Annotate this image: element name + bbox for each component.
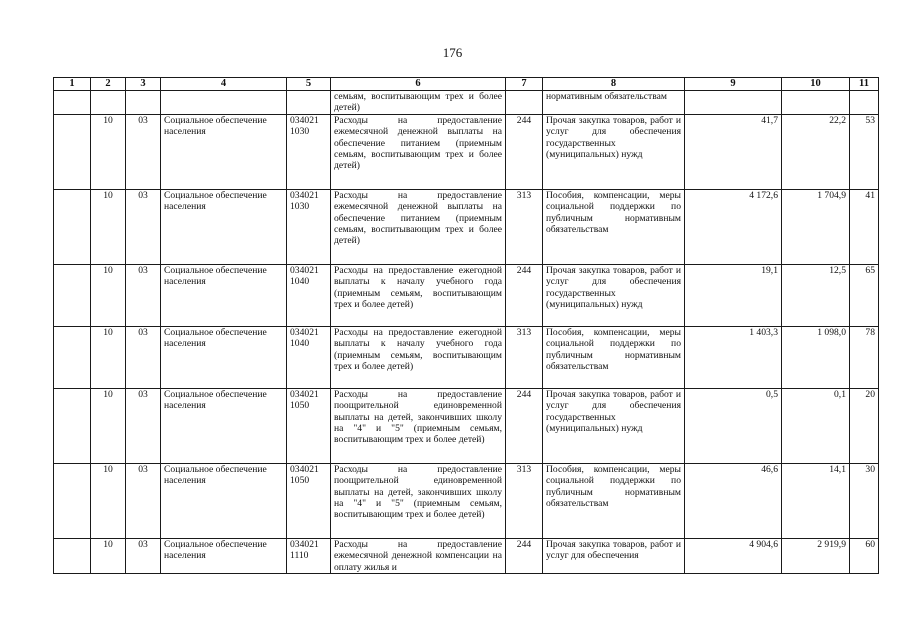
column-header: 5 <box>287 78 331 91</box>
cell-percent: 78 <box>850 326 879 388</box>
cell-expense-type-name: Пособия, компенсации, меры социальной поддержки по публичным нормативным обязательствам <box>543 189 685 264</box>
cell-planned-amount: 4 172,6 <box>685 189 782 264</box>
cell-expense-description: Расходы на предоставление ежемесячной денежной компенсации на оплату жилья и <box>331 538 506 573</box>
cell-expense-description: Расходы на предоставление ежемесячной денежной выплаты на обеспечение питанием (приемным семьям, воспитывающим трех и более детей) <box>331 114 506 189</box>
cell-expense-type-name: нормативным обязательствам <box>543 91 685 115</box>
cell-planned-amount: 19,1 <box>685 264 782 326</box>
cell-target-code <box>287 91 331 115</box>
column-header: 7 <box>506 78 543 91</box>
cell-target-code: 034021 1050 <box>287 463 331 538</box>
table-row <box>54 114 879 189</box>
column-header: 8 <box>543 78 685 91</box>
cell-section-name: Социальное обеспечение населения <box>161 388 287 463</box>
cell-percent: 53 <box>850 114 879 189</box>
cell-target-code: 034021 1030 <box>287 189 331 264</box>
cell-col1 <box>54 463 91 538</box>
cell-expense-type-code <box>506 91 543 115</box>
table-row <box>54 189 879 264</box>
cell-subsection: 03 <box>126 463 161 538</box>
cell-subsection <box>126 91 161 115</box>
cell-section-name: Социальное обеспечение населения <box>161 114 287 189</box>
cell-expense-type-name: Прочая закупка товаров, работ и услуг для обеспечения государственных (муниципальных) нужд <box>543 388 685 463</box>
cell-expense-description: Расходы на предоставление ежегодной выплаты к началу учебного года (приемным семьям, воспитывающим трех и более детей) <box>331 326 506 388</box>
cell-percent <box>850 91 879 115</box>
cell-executed-amount: 1 098,0 <box>782 326 850 388</box>
column-header: 9 <box>685 78 782 91</box>
cell-subsection: 03 <box>126 538 161 573</box>
cell-executed-amount: 1 704,9 <box>782 189 850 264</box>
cell-section: 10 <box>91 264 126 326</box>
table-row <box>54 388 879 463</box>
cell-subsection: 03 <box>126 264 161 326</box>
cell-subsection: 03 <box>126 326 161 388</box>
cell-planned-amount: 41,7 <box>685 114 782 189</box>
table-row <box>54 463 879 538</box>
cell-section-name: Социальное обеспечение населения <box>161 264 287 326</box>
cell-target-code: 034021 1040 <box>287 326 331 388</box>
cell-expense-type-name: Пособия, компенсации, меры социальной поддержки по публичным нормативным обязательствам <box>543 326 685 388</box>
table-row <box>54 326 879 388</box>
cell-col1 <box>54 114 91 189</box>
cell-section-name: Социальное обеспечение населения <box>161 538 287 573</box>
cell-section-name: Социальное обеспечение населения <box>161 189 287 264</box>
cell-expense-type-code: 244 <box>506 538 543 573</box>
cell-expense-type-name: Пособия, компенсации, меры социальной поддержки по публичным нормативным обязательствам <box>543 463 685 538</box>
cell-expense-description: Расходы на предоставление поощрительной единовременной выплаты на детей, закончивших школу на "4" и "5" (приемным семьям, воспитывающим трех и более детей) <box>331 463 506 538</box>
cell-col1 <box>54 189 91 264</box>
cell-expense-description: Расходы на предоставление ежегодной выплаты к началу учебного года (приемным семьям, воспитывающим трех и более детей) <box>331 264 506 326</box>
cell-expense-type-name: Прочая закупка товаров, работ и услуг для обеспечения государственных (муниципальных) нужд <box>543 114 685 189</box>
cell-section: 10 <box>91 326 126 388</box>
cell-planned-amount: 46,6 <box>685 463 782 538</box>
cell-section-name: Социальное обеспечение населения <box>161 326 287 388</box>
column-header: 2 <box>91 78 126 91</box>
cell-expense-description: семьям, воспитывающим трех и более детей) <box>331 91 506 115</box>
cell-section: 10 <box>91 189 126 264</box>
cell-percent: 20 <box>850 388 879 463</box>
cell-subsection: 03 <box>126 189 161 264</box>
cell-col1 <box>54 264 91 326</box>
cell-col1 <box>54 388 91 463</box>
cell-expense-type-code: 313 <box>506 189 543 264</box>
cell-col1 <box>54 326 91 388</box>
cell-target-code: 034021 1040 <box>287 264 331 326</box>
cell-percent: 60 <box>850 538 879 573</box>
table-row <box>54 264 879 326</box>
cell-executed-amount: 0,1 <box>782 388 850 463</box>
cell-col1 <box>54 91 91 115</box>
cell-section: 10 <box>91 388 126 463</box>
cell-expense-type-code: 244 <box>506 264 543 326</box>
cell-executed-amount: 12,5 <box>782 264 850 326</box>
cell-percent: 65 <box>850 264 879 326</box>
column-header-row <box>54 78 879 91</box>
cell-subsection: 03 <box>126 114 161 189</box>
column-header: 11 <box>850 78 879 91</box>
cell-section: 10 <box>91 538 126 573</box>
table-row <box>54 538 879 573</box>
cell-expense-type-code: 313 <box>506 463 543 538</box>
cell-section-name: Социальное обеспечение населения <box>161 463 287 538</box>
cell-section <box>91 91 126 115</box>
column-header: 4 <box>161 78 287 91</box>
table-row <box>54 91 879 115</box>
cell-col1 <box>54 538 91 573</box>
page-number: 176 <box>442 45 463 60</box>
cell-section-name <box>161 91 287 115</box>
cell-section: 10 <box>91 114 126 189</box>
cell-percent: 41 <box>850 189 879 264</box>
cell-planned-amount: 0,5 <box>685 388 782 463</box>
column-header: 3 <box>126 78 161 91</box>
cell-expense-type-code: 244 <box>506 114 543 189</box>
cell-executed-amount: 22,2 <box>782 114 850 189</box>
cell-section: 10 <box>91 463 126 538</box>
cell-expense-type-name: Прочая закупка товаров, работ и услуг для обеспечения государственных (муниципальных) нужд <box>543 264 685 326</box>
column-header: 1 <box>54 78 91 91</box>
column-header: 6 <box>331 78 506 91</box>
cell-planned-amount: 4 904,6 <box>685 538 782 573</box>
cell-executed-amount <box>782 91 850 115</box>
cell-expense-description: Расходы на предоставление поощрительной единовременной выплаты на детей, закончивших школу на "4" и "5" (приемным семьям, воспитывающим трех и более детей) <box>331 388 506 463</box>
cell-target-code: 034021 1050 <box>287 388 331 463</box>
budget-table <box>53 77 879 574</box>
cell-subsection: 03 <box>126 388 161 463</box>
cell-target-code: 034021 1030 <box>287 114 331 189</box>
cell-expense-description: Расходы на предоставление ежемесячной денежной выплаты на обеспечение питанием (приемным семьям, воспитывающим трех и более детей) <box>331 189 506 264</box>
cell-expense-type-name: Прочая закупка товаров, работ и услуг для обеспечения <box>543 538 685 573</box>
cell-planned-amount: 1 403,3 <box>685 326 782 388</box>
column-header: 10 <box>782 78 850 91</box>
cell-expense-type-code: 313 <box>506 326 543 388</box>
cell-executed-amount: 2 919,9 <box>782 538 850 573</box>
cell-planned-amount <box>685 91 782 115</box>
cell-target-code: 034021 1110 <box>287 538 331 573</box>
cell-executed-amount: 14,1 <box>782 463 850 538</box>
cell-percent: 30 <box>850 463 879 538</box>
cell-expense-type-code: 244 <box>506 388 543 463</box>
